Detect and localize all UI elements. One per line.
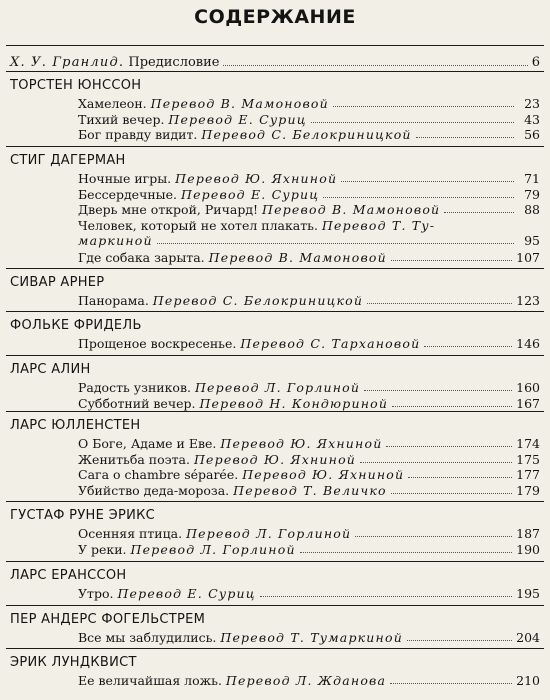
entry-title: Утро. — [78, 586, 118, 601]
entry-translator: Перевод Е. Суриц — [180, 186, 320, 202]
divider — [6, 501, 544, 502]
entry-page: 107 — [516, 249, 540, 265]
entry-translator: Перевод В. Мамоновой — [262, 202, 441, 217]
divider — [6, 45, 544, 46]
entry-title: Ее величайшая ложь. — [78, 673, 226, 688]
divider — [6, 561, 544, 562]
toc-entry — [78, 218, 540, 248]
leader-dots — [424, 346, 512, 347]
section-author: ЛАРС ЮЛЛЕНСТЕН — [10, 418, 141, 433]
leader-dots — [311, 122, 514, 123]
entry-translator: Перевод Т. Ту- — [321, 217, 436, 233]
entry-title: Осенняя птица. — [78, 526, 187, 541]
entry-title: Субботний вечер. — [78, 395, 200, 411]
section-author: СТИГ ДАГЕРМАН — [10, 153, 126, 168]
entry-line — [78, 218, 540, 233]
toc-entry — [78, 127, 540, 142]
entry-translator: Перевод Ю. Яхниной — [220, 436, 383, 451]
toc-entry — [78, 250, 540, 265]
entry-title: Тихий вечер. — [78, 111, 169, 127]
toc-entry — [78, 336, 540, 351]
entry-page: 179 — [516, 482, 540, 498]
divider — [6, 71, 544, 72]
divider — [6, 311, 544, 312]
entry-translator: Перевод Л. Жданова — [225, 673, 387, 688]
entry-title: Человек, который не хотел плакать. — [78, 217, 322, 233]
leader-dots — [260, 596, 512, 597]
entry-title: Где собака зарыта. — [78, 249, 209, 265]
entry-page: 43 — [524, 111, 540, 127]
entry-page: 174 — [516, 436, 540, 451]
entry-translator: Перевод Л. Горлиной — [130, 541, 296, 557]
toc-entry — [78, 96, 540, 111]
toc-entry — [78, 187, 540, 202]
entry-translator: Перевод В. Мамоновой — [208, 249, 387, 265]
leader-dots — [333, 106, 514, 107]
section-author: СИВАР АРНЕР — [10, 275, 105, 290]
entry-page: 195 — [516, 586, 540, 601]
entry-translator: Перевод Л. Горлиной — [194, 380, 361, 395]
leader-dots — [444, 212, 514, 213]
leader-dots — [364, 390, 512, 391]
toc-entry — [78, 630, 540, 645]
section-author: ЛАРС ЕРАНССОН — [10, 568, 127, 583]
entry-page: 160 — [516, 380, 540, 395]
page-title: СОДЕРЖАНИЕ — [194, 6, 356, 28]
preface-title: Предисловие — [128, 55, 220, 70]
preface-author: Х. У. Гранлид. — [10, 55, 125, 70]
entry-translator: Перевод В. Мамоновой — [150, 96, 329, 111]
entry-translator: Перевод Л. Горлиной — [186, 526, 352, 541]
entry-title: Прощеное воскресенье. — [78, 336, 241, 351]
entry-page: 88 — [524, 202, 540, 217]
toc-entry — [78, 673, 540, 688]
leader-dots — [341, 181, 514, 182]
entry-page: 204 — [516, 630, 540, 645]
toc-entry — [78, 542, 540, 557]
section-author: ФОЛЬКЕ ФРИДЕЛЬ — [10, 318, 142, 333]
divider — [6, 355, 544, 356]
entry-page: 187 — [516, 526, 540, 541]
leader-dots — [391, 493, 512, 494]
leader-dots — [300, 552, 512, 553]
divider — [6, 268, 544, 269]
leader-dots — [407, 640, 512, 641]
entry-title: Хамелеон. — [78, 96, 151, 111]
entry-translator: Перевод С. Тархановой — [240, 336, 421, 351]
entry-title: Убийство деда-мороза. — [78, 482, 234, 498]
toc-entry — [78, 171, 540, 186]
entry-page: 23 — [524, 96, 540, 111]
entry-translator: Перевод С. Белокриницкой — [152, 293, 364, 308]
toc-entry — [78, 452, 540, 467]
entry-page: 123 — [516, 293, 540, 308]
entry-title: Дверь мне открой, Ричард! — [78, 202, 263, 217]
toc-entry — [78, 586, 540, 601]
entry-page: 175 — [516, 451, 540, 467]
toc-entry — [78, 467, 540, 482]
entry-title: Женитьба поэта. — [78, 451, 194, 467]
entry-page: 146 — [516, 336, 540, 351]
entry-page: 177 — [516, 467, 540, 482]
preface-page: 6 — [531, 55, 540, 70]
toc-entry — [78, 483, 540, 498]
entry-translator: Перевод Е. Суриц — [168, 111, 307, 127]
leader-dots — [367, 303, 512, 304]
entry-translator: Перевод Ю. Яхниной — [175, 171, 338, 186]
entry-page: 190 — [516, 541, 540, 557]
toc-entry — [78, 526, 540, 541]
entry-translator: Перевод Т. Тумаркиной — [220, 630, 403, 645]
entry-title: Все мы заблудились. — [78, 630, 221, 645]
entry-page: 71 — [524, 171, 540, 186]
entry-title: Ночные игры. — [78, 171, 176, 186]
divider — [6, 648, 544, 649]
entry-page: 56 — [524, 127, 540, 142]
leader-dots — [392, 406, 512, 407]
toc-entry — [78, 293, 540, 308]
toc-entry — [78, 436, 540, 451]
entry-page: 95 — [524, 232, 540, 248]
entry-title: Сага о chambre séparée. — [78, 467, 243, 482]
leader-dots — [386, 446, 512, 447]
leader-dots — [416, 137, 514, 138]
entry-translator: Перевод Т. Величко — [233, 482, 387, 498]
entry-translator: Перевод Е. Суриц — [117, 586, 256, 601]
toc-entry — [78, 396, 540, 411]
toc-entry — [78, 112, 540, 127]
entry-page: 210 — [516, 673, 540, 688]
divider — [6, 146, 544, 147]
entry-title: Бог правду видит. — [78, 127, 202, 142]
entry-title: Бессердечные. — [78, 186, 181, 202]
entry-translator: Перевод Ю. Яхниной — [242, 467, 405, 482]
leader-dots — [360, 462, 512, 463]
section-author: ТОРСТЕН ЮНССОН — [10, 78, 142, 93]
entry-translator: маркиной — [78, 232, 153, 248]
entry-title: Радость узников. — [78, 380, 195, 395]
divider — [6, 605, 544, 606]
leader-dots — [391, 260, 512, 261]
entry-translator: Перевод Ю. Яхниной — [193, 451, 357, 467]
leader-dots — [355, 536, 512, 537]
entry-page: 167 — [516, 395, 540, 411]
leader-dots — [223, 65, 527, 66]
leader-dots — [390, 683, 512, 684]
toc-entry — [78, 380, 540, 395]
entry-translator: Перевод Н. Кондюриной — [199, 395, 389, 411]
section-author: ЭРИК ЛУНДКВИСТ — [10, 655, 137, 670]
entry-page: 79 — [524, 186, 540, 202]
entry-line — [78, 233, 540, 248]
section-author: ПЕР АНДЕРС ФОГЕЛЬСТРЕМ — [10, 612, 206, 627]
toc-entry — [78, 202, 540, 217]
preface-entry — [10, 55, 540, 70]
entry-title: Панорама. — [78, 293, 153, 308]
entry-translator: Перевод С. Белокриницкой — [201, 127, 412, 142]
divider — [6, 411, 544, 412]
leader-dots — [323, 197, 514, 198]
section-author: ЛАРС АЛИН — [10, 362, 91, 377]
section-author: ГУСТАФ РУНЕ ЭРИКС — [10, 508, 156, 523]
entry-title: У реки. — [78, 541, 131, 557]
leader-dots — [408, 477, 512, 478]
leader-dots — [157, 243, 514, 244]
entry-title: О Боге, Адаме и Еве. — [78, 436, 221, 451]
